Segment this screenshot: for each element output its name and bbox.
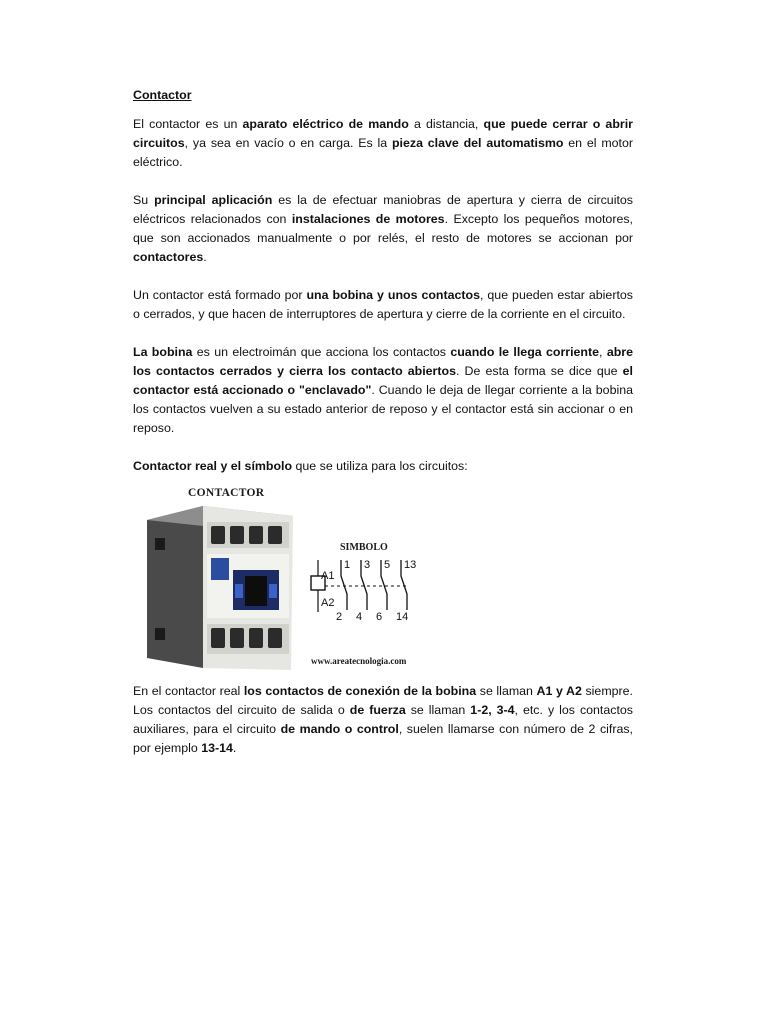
document-title: Contactor <box>133 88 192 102</box>
terminal-label-bottom: 14 <box>396 611 409 623</box>
text-run: En el contactor real <box>133 684 244 698</box>
contactor-side-panel <box>147 506 203 668</box>
terminal-screw <box>230 628 244 648</box>
contactor-symbol <box>309 556 427 626</box>
text-run: , que pueden estar abiertos o cerrados, y que hacen de interruptores de apertura y cierre de la corriente en el circuito. <box>133 288 633 321</box>
text-run: , ya sea en vacío o en carga. Es la <box>184 136 392 150</box>
bold-run: de fuerza <box>349 703 406 717</box>
terminal-screw <box>249 526 263 544</box>
coil-label-a2: A2 <box>321 597 335 609</box>
bold-run: La bobina <box>133 345 193 359</box>
brand-label <box>211 558 229 580</box>
bold-run: que puede cerrar o abrir circuitos <box>133 117 633 150</box>
document-page <box>133 86 633 777</box>
figure-website: www.areatecnologia.com <box>311 656 407 666</box>
bold-run: A1 y A2 <box>536 684 582 698</box>
terminal-label-bottom: 2 <box>336 611 343 623</box>
text-run: en el motor eléctrico. <box>133 136 633 169</box>
terminal-screw <box>211 628 225 648</box>
text-run: El contactor es un <box>133 117 243 131</box>
text-run: , suelen llamarse con número de 2 cifras, por ejemplo <box>133 722 633 755</box>
contactor-figure <box>133 484 429 674</box>
operator-tab <box>235 584 243 598</box>
terminal-label-top: 13 <box>404 559 417 571</box>
terminal-screw <box>268 526 282 544</box>
text-run: es un electroimán que acciona los contactos <box>192 345 451 359</box>
paragraph-definition <box>133 115 633 172</box>
text-run: . <box>232 741 237 755</box>
bold-run: abre los contactos cerrados y cierra los contacto abiertos <box>133 345 634 378</box>
text-run: que se utiliza para los circuitos: <box>292 459 468 473</box>
terminal-label-bottom: 6 <box>376 611 383 623</box>
bold-run: 13-14 <box>201 741 233 755</box>
text-run: siempre. Los contactos del circuito de salida o <box>133 684 633 717</box>
text-run: a distancia, <box>408 117 484 131</box>
paragraph-application <box>133 191 633 267</box>
text-run: se llaman <box>476 684 537 698</box>
bold-run: 1-2, 3-4 <box>470 703 515 717</box>
terminal-label-top: 5 <box>384 559 391 571</box>
text-run: . Excepto los pequeños motores, que son accionados manualmente o por relés, el resto de motores se accionan por <box>133 212 633 245</box>
terminal-screw <box>249 628 263 648</box>
bold-run: Contactor real y el símbolo <box>133 459 293 473</box>
operator-armature <box>245 576 267 606</box>
bold-run: el contactor está accionado o "enclavado" <box>133 364 633 397</box>
bold-run: aparato eléctrico de mando <box>242 117 409 131</box>
text-run: . Cuando le deja de llegar corriente a la bobina los contactos vuelven a su estado anterior de reposo y el contactor está sin accionar o en reposo. <box>133 383 633 435</box>
paragraph-terminals <box>133 682 633 758</box>
mounting-slot <box>155 538 165 550</box>
bold-run: una bobina y unos contactos <box>306 288 480 302</box>
bold-run: pieza clave del automatismo <box>391 136 564 150</box>
terminal-label-top: 1 <box>344 559 351 571</box>
text-run: . De esta forma se dice que <box>455 364 623 378</box>
terminal-screw <box>230 526 244 544</box>
figure-label-contactor: CONTACTOR <box>188 487 265 499</box>
text-run: es la de efectuar maniobras de apertura y cierra de circuitos eléctricos relacionados con <box>133 193 633 226</box>
terminal-label-top: 3 <box>364 559 371 571</box>
figure-label-simbolo: SIMBOLO <box>340 542 388 553</box>
terminal-screw <box>268 628 282 648</box>
bold-run: de mando o control <box>280 722 399 736</box>
contactor-photo <box>133 498 303 674</box>
paragraph-coil <box>133 343 633 438</box>
text-run: se llaman <box>405 703 471 717</box>
paragraph-figure-intro <box>133 457 633 476</box>
bold-run: contactores <box>133 250 204 264</box>
bold-run: los contactos de conexión de la bobina <box>243 684 477 698</box>
terminal-label-bottom: 4 <box>356 611 363 623</box>
text-run: Un contactor está formado por <box>133 288 307 302</box>
bold-run: instalaciones de motores <box>291 212 445 226</box>
text-run: , <box>599 345 607 359</box>
terminal-screw <box>211 526 225 544</box>
operator-tab <box>269 584 277 598</box>
coil-label-a1: A1 <box>321 570 335 582</box>
text-run: , etc. y los contactos auxiliares, para el circuito <box>133 703 633 736</box>
text-run: . <box>203 250 207 264</box>
bold-run: principal aplicación <box>154 193 273 207</box>
mounting-slot <box>155 628 165 640</box>
text-run: Su <box>133 193 155 207</box>
paragraph-composition <box>133 286 633 324</box>
bold-run: cuando le llega corriente <box>450 345 600 359</box>
